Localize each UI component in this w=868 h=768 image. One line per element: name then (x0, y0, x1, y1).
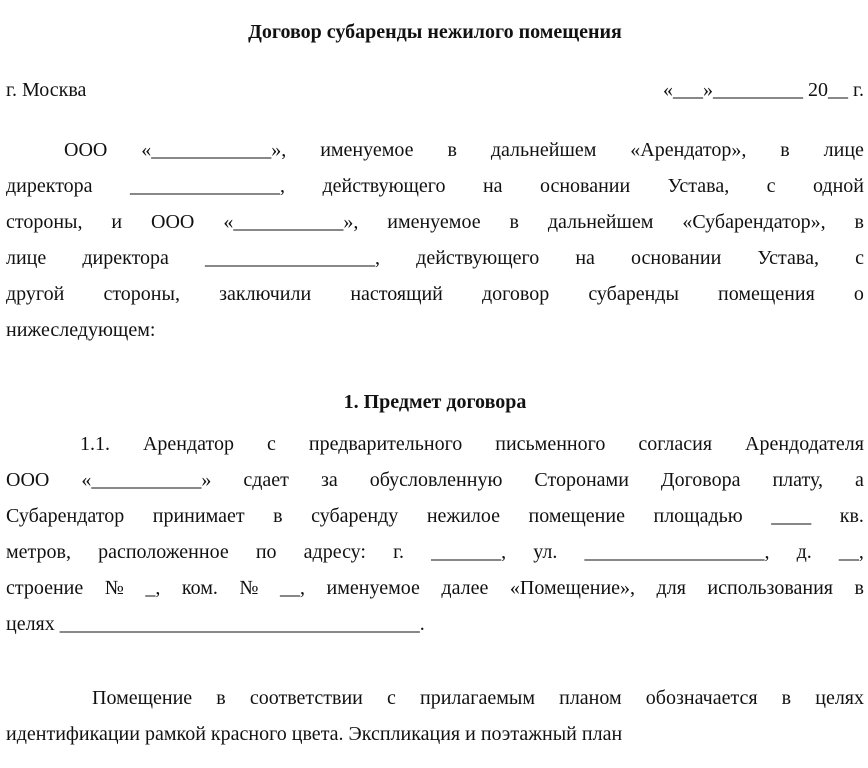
preamble-line: директора _______________, действующего на основании Устава, с одной (6, 175, 864, 197)
preamble-line: ООО «____________», именуемое в дальнейшем «Арендатор», в лице (64, 139, 864, 161)
clause-line: целях ____________________________________. (6, 613, 425, 635)
preamble-line: лице директора _________________, действующего на основании Устава, с (6, 247, 864, 269)
preamble-line: другой стороны, заключили настоящий договор субаренды помещения о (6, 283, 864, 305)
preamble-line: нижеследующем: (6, 319, 156, 341)
clause-line: строение № _, ком. № __, именуемое далее «Помещение», для использования в (6, 577, 864, 599)
date-field: «___»_________ 20__ г. (663, 79, 864, 101)
document-title: Договор субаренды нежилого помещения (248, 21, 622, 43)
clause-line: 1.1. Арендатор с предварительного письменного согласия Арендодателя (80, 433, 864, 455)
plan-line: идентификации рамкой красного цвета. Экспликация и поэтажный план (6, 723, 623, 745)
clause-1-1-paragraph (6, 426, 864, 642)
clause-line: Субарендатор принимает в субаренду нежилое помещение площадью ____ кв. (6, 505, 864, 527)
city: г. Москва (6, 79, 87, 101)
clause-line: ООО «___________» сдает за обусловленную Сторонами Договора плату, а (6, 469, 864, 491)
plan-line: Помещение в соответствии с прилагаемым планом обозначается в целях (92, 687, 864, 709)
clause-line: метров, расположенное по адресу: г. _______, ул. __________________, д. __, (6, 541, 864, 563)
preamble-paragraph (6, 132, 864, 348)
plan-paragraph (6, 680, 864, 752)
section-1-heading: 1. Предмет договора (343, 391, 527, 413)
preamble-line: стороны, и ООО «___________», именуемое в дальнейшем «Субарендатор», в (6, 211, 864, 233)
